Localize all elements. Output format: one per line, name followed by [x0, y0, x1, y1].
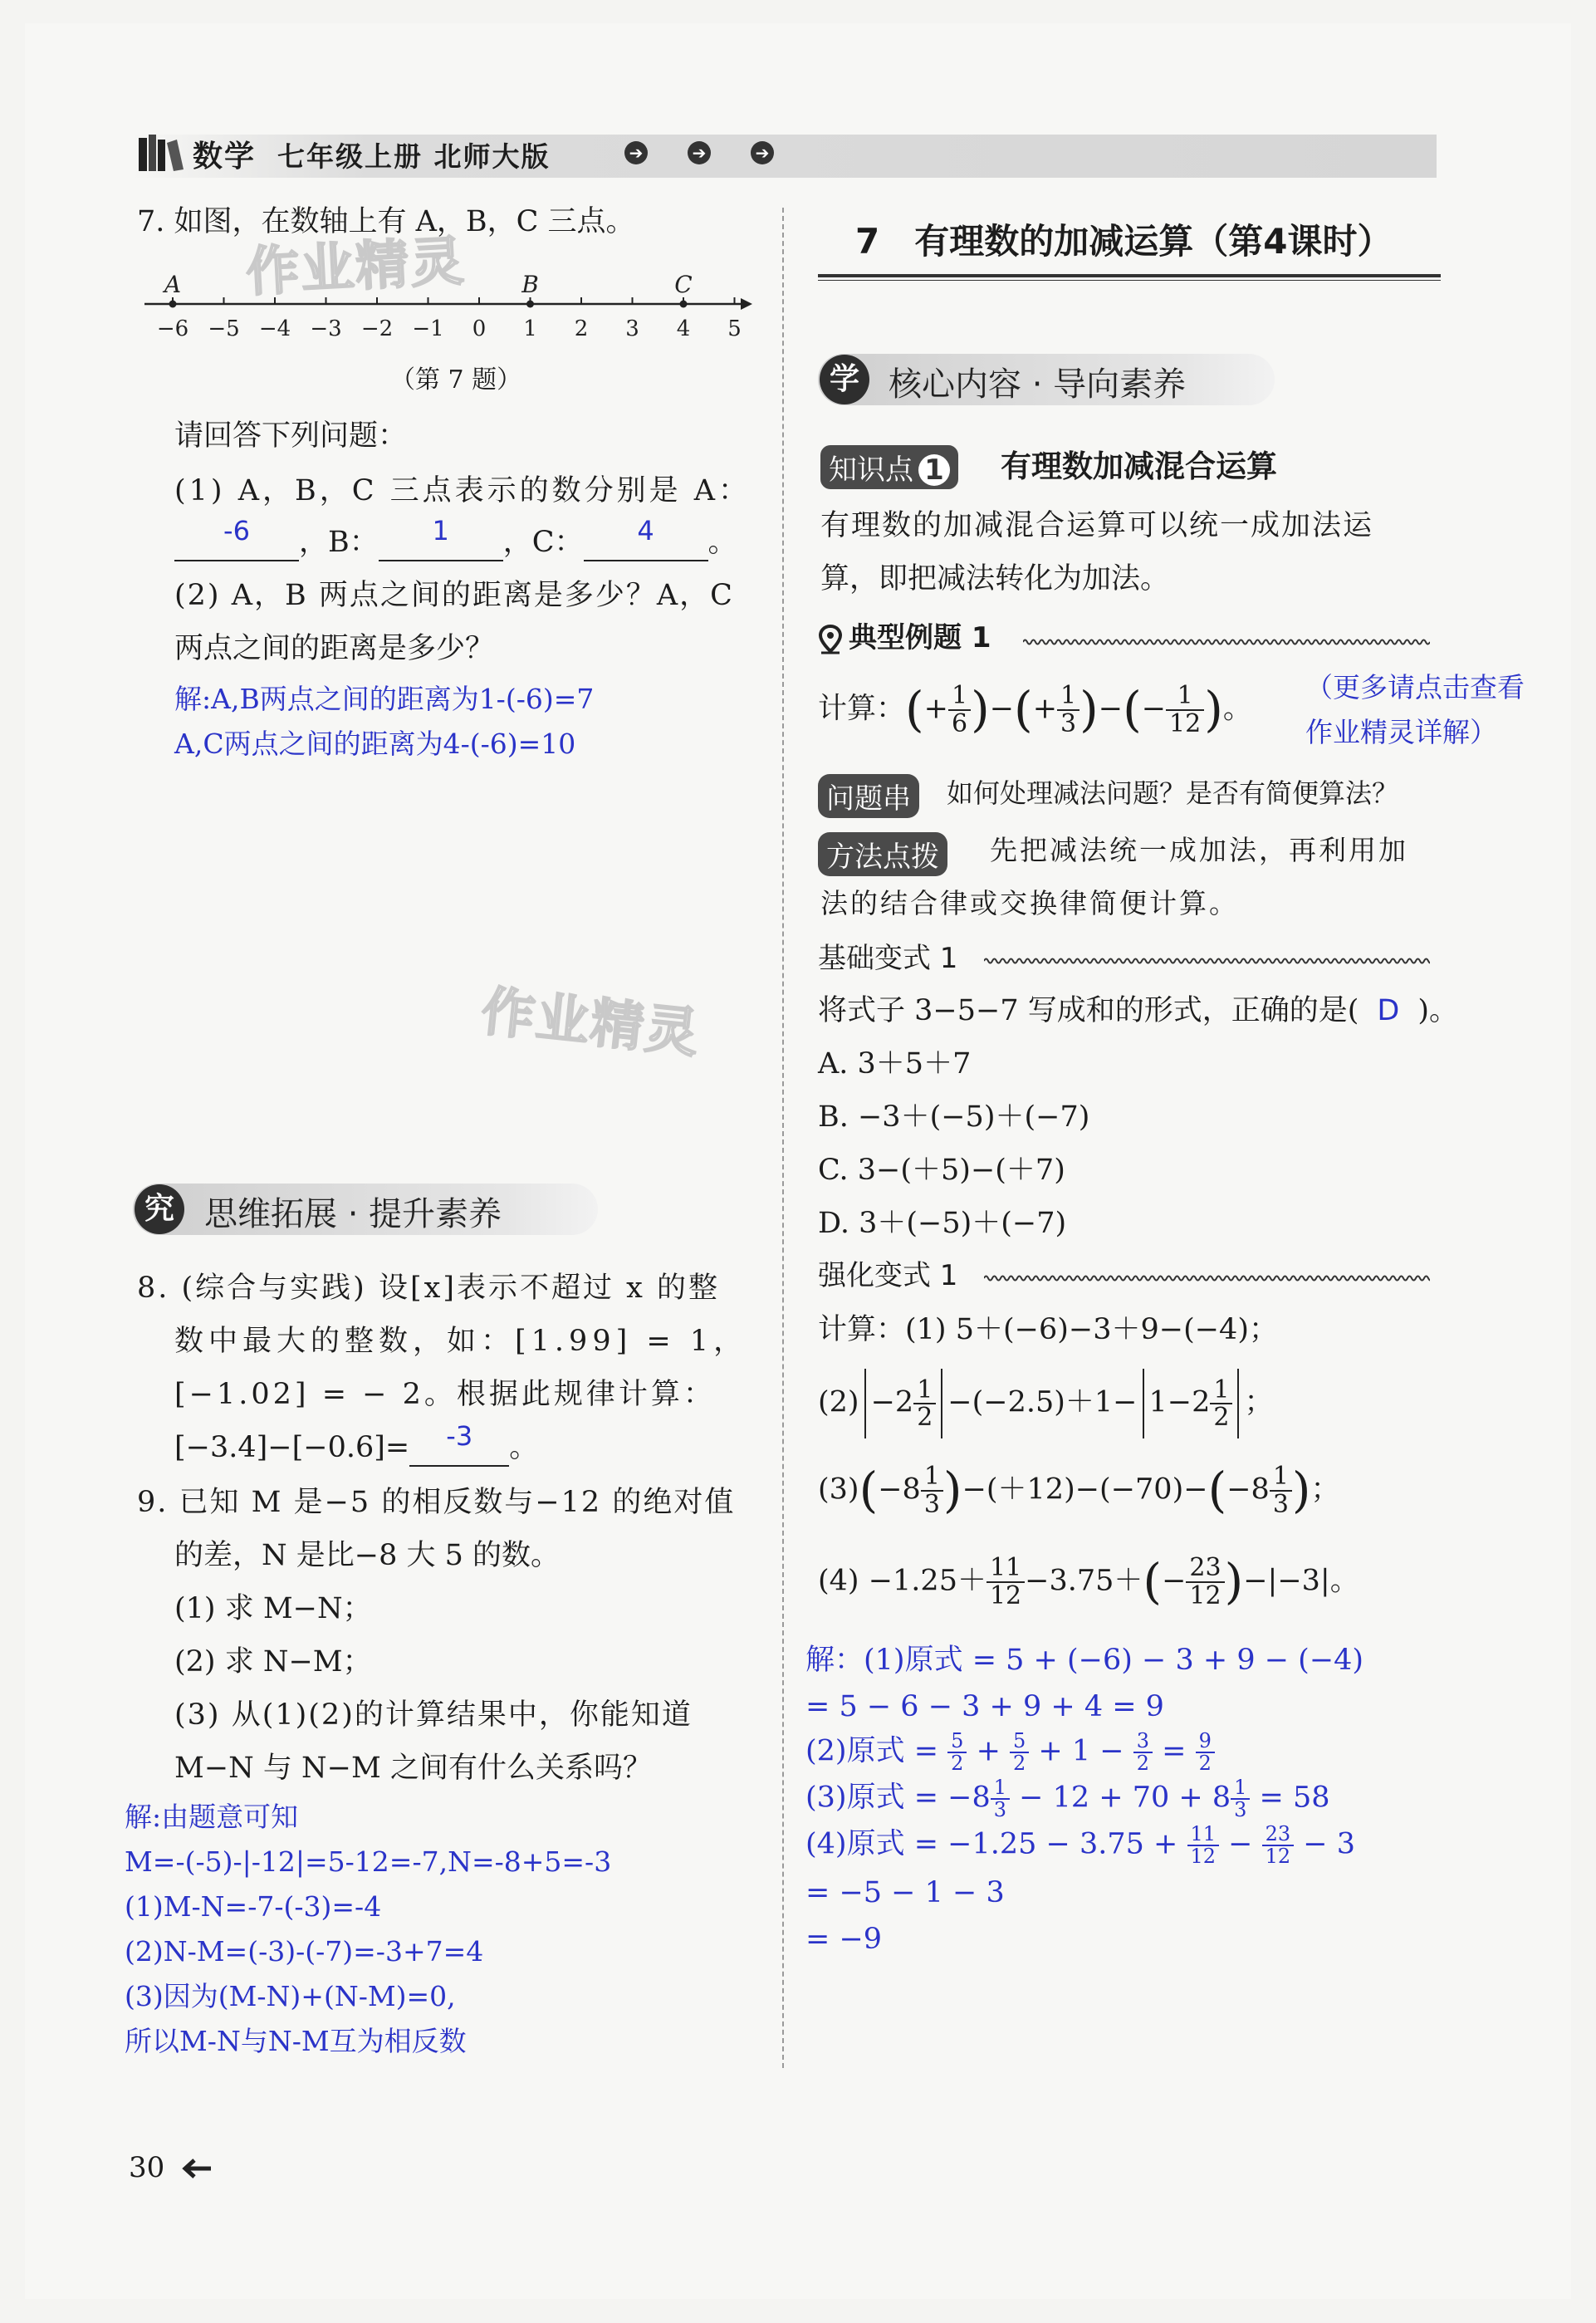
number-line-point-label: A: [164, 271, 182, 298]
answer-blank-b: 1: [379, 525, 503, 561]
header-subject: 数学: [193, 140, 257, 174]
more-details-link[interactable]: （更多请点击查看: [1305, 671, 1525, 703]
section-title: 核心内容 · 导向素养: [889, 365, 1187, 404]
method-tag: 方法点拨: [818, 832, 947, 876]
strong-q3: (3)(−8 $\frac{1}{3}$ )−(＋12)−(−70)−(−8 $\frac{1}{3}$ )；: [818, 1462, 1340, 1519]
number-line-arrow: [741, 298, 752, 310]
q9-line2: 的差，N 是比−8 大 5 的数。: [174, 1539, 560, 1572]
answer-blank-c: 4: [584, 525, 708, 561]
q7-sub1: (1) A，B，C 三点表示的数分别是 A：: [174, 474, 751, 507]
q8-line1: 8. (综合与实践) 设[x]表示不超过 x 的整: [137, 1272, 720, 1305]
watermark: 作业精灵: [244, 231, 468, 304]
q9-answer-line: (3)因为(M-N)+(N-M)=0,: [125, 1980, 456, 2012]
q7-stem: 7. 如图，在数轴上有 A，B，C 三点。: [137, 205, 635, 238]
section-title: 思维拓展 · 提升素养: [204, 1195, 502, 1233]
solution-line1: 解：(1)原式 = 5 + (−6) − 3 + 9 − (−4): [805, 1644, 1364, 1677]
title-rule: [818, 280, 1441, 281]
number-line-tick-label: 3: [625, 316, 639, 341]
basic-answer: D: [1377, 994, 1400, 1027]
strong-variant-label: 强化变式 1: [818, 1259, 958, 1292]
wavy-rule: [984, 955, 1430, 967]
q8-line3: [−1.02] = − 2。根据此规律计算：: [174, 1378, 716, 1411]
book-stack-icon: [137, 133, 187, 173]
number-line-tick-label: 0: [472, 316, 487, 341]
solution-line6: = −5 − 1 − 3: [805, 1876, 1005, 1909]
number-line-point: [526, 301, 534, 308]
q9-line6: M−N 与 N−M 之间有什么关系吗？: [174, 1752, 652, 1785]
section-icon: 学: [820, 355, 869, 404]
solution-line2: = 5 − 6 − 3 + 9 + 4 = 9: [805, 1690, 1164, 1723]
number-line: [141, 266, 756, 349]
arrow-right-icon: ➔: [688, 141, 711, 164]
solution-line7: = −9: [805, 1923, 883, 1956]
solution-line4: (3)原式 = −8 $\frac{1}{3}$ − 12 + 70 + 8 $\frac{1}{3}$ = 58: [805, 1776, 1330, 1822]
example-expression: 计算：(+ $\frac{1}{6}$ )−(+ $\frac{1}{3}$ )−(− $\frac{1}{12}$ )。: [818, 681, 1252, 738]
header-arrows: [624, 141, 774, 164]
q9-answer-line: (1)M-N=-7-(-3)=-4: [125, 1890, 382, 1923]
title-rule: [818, 274, 1441, 277]
question-chain-tag: 问题串: [818, 774, 919, 818]
number-line-tick-label: 1: [523, 316, 537, 341]
header-title: [193, 133, 551, 175]
option-b: B. −3＋(−5)＋(−7): [818, 1100, 1090, 1134]
number-line-point: [169, 301, 177, 308]
q9-line1: 9. 已知 M 是−5 的相反数与−12 的绝对值: [137, 1486, 736, 1519]
number-line-tick-label: 4: [676, 316, 691, 341]
number-line-tick-label: −6: [156, 316, 189, 341]
number-line-point: [680, 301, 688, 308]
number-line-tick-label: −4: [258, 316, 291, 341]
more-details-link[interactable]: 作业精灵详解）: [1305, 716, 1497, 748]
strong-q1: 计算：(1) 5＋(−6)−3＋9−(−4)；: [818, 1313, 1278, 1346]
number-line-tick-label: −3: [310, 316, 342, 341]
header-book: 七年级上册 北师大版: [277, 140, 551, 173]
kp-text-line2: 算，即把减法转化为加法。: [820, 562, 1170, 595]
q7-sub1-blanks: -6 ，B： 1 ，C： 4 。: [174, 525, 737, 561]
q9-answer-line: (2)N-M=(-3)-(-7)=-3+7=4: [125, 1935, 484, 1968]
basic-variant-label: 基础变式 1: [818, 942, 958, 975]
number-line-tick-label: −1: [412, 316, 444, 341]
option-a: A. 3＋5＋7: [818, 1047, 972, 1081]
q7-answer-line1: 解:A,B两点之间的距离为1-(-6)=7: [174, 683, 595, 715]
number-line-tick-label: −2: [360, 316, 394, 341]
method-text-line1: 先把减法统一成加法，再利用加: [990, 834, 1408, 866]
q7-caption: （第 7 题）: [390, 365, 522, 395]
option-d: D. 3＋(−5)＋(−7): [818, 1207, 1067, 1240]
solution-line5: (4)原式 = −1.25 − 3.75 + $\frac{11}{12}$ − $\frac{23}{12}$ − 3: [805, 1822, 1356, 1869]
wavy-rule: [1023, 636, 1430, 648]
answer-blank-a: -6: [174, 525, 299, 561]
q9-answer-line: 解:由题意可知: [125, 1801, 299, 1833]
watermark: 作业精灵: [478, 981, 703, 1066]
column-divider: [782, 208, 784, 2068]
basic-question: 将式子 3−5−7 写成和的形式，正确的是( D )。: [818, 994, 1458, 1027]
q9-line3: (1) 求 M−N；: [174, 1592, 372, 1625]
page-number: 30: [129, 2151, 165, 2184]
question-chain-text: 如何处理减法问题？是否有简便算法？: [947, 777, 1399, 809]
q8-line2: 数中最大的整数，如：[1.99] = 1，: [174, 1325, 748, 1358]
option-c: C. 3−(＋5)−(＋7): [818, 1154, 1065, 1187]
number-line-point-label: B: [521, 271, 539, 298]
arrow-left-icon: [181, 2156, 214, 2181]
q8-line4: [−3.4]−[−0.6]= -3 。: [174, 1430, 538, 1467]
q7-prompt: 请回答下列问题：: [174, 419, 408, 453]
number-line-tick-label: 5: [727, 316, 742, 341]
number-line-tick-label: −5: [208, 316, 240, 341]
location-pin-icon: [818, 625, 843, 654]
answer-blank-q8: -3: [409, 1430, 509, 1467]
q9-answer-line: 所以M-N与N-M互为相反数: [125, 2025, 467, 2057]
strong-q2: (2) −2 $\frac{1}{2}$ −(−2.5)＋1− 1−2 $\frac{1}{2}$ ；: [818, 1369, 1273, 1438]
number-line-point-label: C: [674, 271, 693, 298]
lesson-title: 7 有理数的加减运算（第4课时）: [855, 221, 1393, 262]
wavy-rule: [984, 1272, 1430, 1284]
q9-answer-line: M=-(-5)-|-12|=5-12=-7,N=-8+5=-3: [125, 1845, 612, 1878]
knowledge-point-title: 有理数加减混合运算: [1001, 448, 1277, 484]
q9-line5: (3) 从(1)(2)的计算结果中，你能知道: [174, 1698, 693, 1732]
arrow-right-icon: ➔: [751, 141, 774, 164]
solution-line3: (2)原式 = $\frac{5}{2}$ + $\frac{5}{2}$ + 1 − $\frac{3}{2}$ = $\frac{9}{2}$: [805, 1731, 1215, 1774]
knowledge-point-tag: 知识点 1: [820, 445, 958, 489]
number-line-tick-label: 2: [574, 316, 589, 341]
kp-text-line1: 有理数的加减混合运算可以统一成加法运: [820, 509, 1374, 542]
q7-answer-line2: A,C两点之间的距离为4-(-6)=10: [174, 728, 576, 760]
section-icon: 究: [135, 1184, 184, 1234]
strong-q4: (4) −1.25＋ $\frac{11}{12}$ −3.75＋(− $\frac{23}{12}$ )−|−3|。: [818, 1553, 1359, 1610]
example-label: 典型例题 1: [849, 621, 991, 654]
q9-line4: (2) 求 N−M；: [174, 1645, 372, 1679]
arrow-right-icon: ➔: [624, 141, 648, 164]
q7-sub2-line1: (2) A，B 两点之间的距离是多少？A，C: [174, 579, 734, 612]
q7-sub2-line2: 两点之间的距离是多少？: [174, 632, 495, 665]
method-text-line2: 法的结合律或交换律简便计算。: [820, 887, 1239, 919]
